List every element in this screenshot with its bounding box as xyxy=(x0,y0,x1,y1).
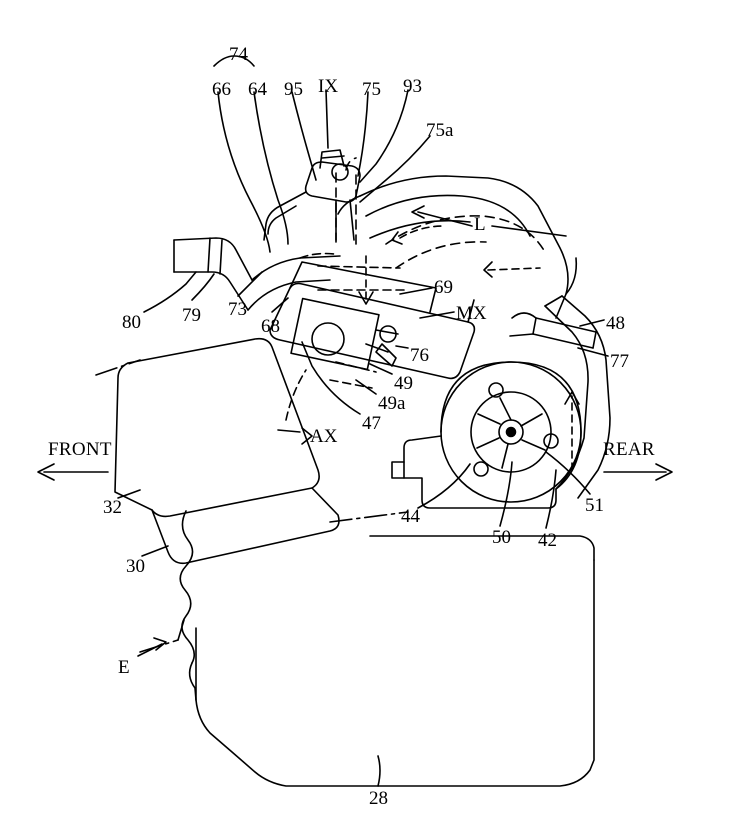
manifold-hidden-2 xyxy=(396,242,486,268)
flow-arrow-right xyxy=(488,268,540,270)
leader-E-arrowhead xyxy=(154,638,166,650)
callout-42: 42 xyxy=(538,530,557,551)
leader-95 xyxy=(292,92,316,180)
leader-42 xyxy=(546,470,556,528)
intake-pipe-flange-2 xyxy=(220,240,222,274)
chain-line-bottom xyxy=(330,512,408,522)
callout-ix: IX xyxy=(318,76,339,97)
callout-e: E xyxy=(118,657,130,678)
callout-44: 44 xyxy=(401,506,420,527)
turbine-bolt-3 xyxy=(474,462,488,476)
leader-30 xyxy=(142,546,168,556)
sensor-arm-down xyxy=(350,200,354,240)
sensor-bolt xyxy=(332,164,348,180)
turbine-blade-2 xyxy=(521,414,542,426)
callout-ax: AX xyxy=(310,426,338,447)
callout-95: 95 xyxy=(284,79,303,100)
callout-64: 64 xyxy=(248,79,267,100)
outlet-neck-2 xyxy=(510,334,533,336)
outlet-flange-c xyxy=(533,334,593,348)
callout-75a: 75a xyxy=(426,120,454,141)
callout-51: 51 xyxy=(585,495,604,516)
break-line-left-2 xyxy=(190,663,196,700)
turbine-blade-4 xyxy=(502,444,508,468)
leader-75 xyxy=(358,92,368,176)
outlet-flange-d xyxy=(533,318,536,334)
leader-44 xyxy=(418,464,470,508)
callout-l: L xyxy=(474,214,486,235)
intake-duct-curve-2 xyxy=(248,280,330,310)
turbo-inlet-flange xyxy=(392,462,404,478)
callout-48: 48 xyxy=(606,313,625,334)
rear-direction-label: REAR xyxy=(603,439,655,460)
callout-mx: MX xyxy=(456,303,487,324)
leader-49a xyxy=(356,380,376,394)
leader-64 xyxy=(254,92,288,244)
callout-74: 74 xyxy=(229,44,248,65)
cylinder-block-slant xyxy=(152,488,339,563)
callout-30: 30 xyxy=(126,556,145,577)
callout-73: 73 xyxy=(228,299,247,320)
sensor-arm-left xyxy=(264,192,306,240)
turbine-blade-1 xyxy=(500,398,511,420)
callout-76: 76 xyxy=(410,345,429,366)
sensor-cap-cross xyxy=(322,156,344,158)
engine-block-outline xyxy=(196,560,594,786)
front-direction-label: FRONT xyxy=(48,439,112,460)
cylinder-head-outline xyxy=(115,339,319,517)
turbine-blade-5 xyxy=(477,438,499,448)
callout-66: 66 xyxy=(212,79,231,100)
manifold-lower-edge xyxy=(370,221,470,238)
leader-IX xyxy=(326,90,328,148)
leader-79 xyxy=(192,274,214,300)
leader-69 xyxy=(400,288,432,294)
intake-pipe-top xyxy=(174,238,252,280)
turbo-outlet-pipe-left xyxy=(545,306,588,489)
leader-66 xyxy=(218,92,270,252)
break-line-left xyxy=(180,511,194,663)
leader-76 xyxy=(396,346,408,348)
leader-47 xyxy=(302,342,360,414)
outlet-neck xyxy=(512,313,536,318)
manifold-cover-outline xyxy=(360,176,568,318)
turbine-shaft xyxy=(507,428,516,437)
leader-49 xyxy=(370,364,392,374)
turbine-blade-3 xyxy=(522,440,545,450)
callout-77: 77 xyxy=(610,351,629,372)
callout-93: 93 xyxy=(403,76,422,97)
callout-50: 50 xyxy=(492,527,511,548)
callout-32: 32 xyxy=(103,497,122,518)
engine-block-upper-right xyxy=(370,536,594,560)
callout-69: 69 xyxy=(434,277,453,298)
callout-49: 49 xyxy=(394,373,413,394)
leader-28 xyxy=(378,756,380,786)
callout-80: 80 xyxy=(122,312,141,333)
sensor-cap xyxy=(320,150,344,168)
turbine-blade-6 xyxy=(478,414,500,424)
callout-68: 68 xyxy=(261,316,280,337)
callout-75: 75 xyxy=(362,79,381,100)
outlet-flange-a xyxy=(545,296,562,306)
outlet-flange-e xyxy=(593,332,596,348)
leader-E-arrow xyxy=(138,644,162,656)
callout-28: 28 xyxy=(369,788,388,809)
intake-pipe-flange-1 xyxy=(208,238,210,272)
chain-line-axis xyxy=(278,430,300,432)
callout-49a: 49a xyxy=(378,393,406,414)
callout-79: 79 xyxy=(182,305,201,326)
callout-47: 47 xyxy=(362,413,381,434)
